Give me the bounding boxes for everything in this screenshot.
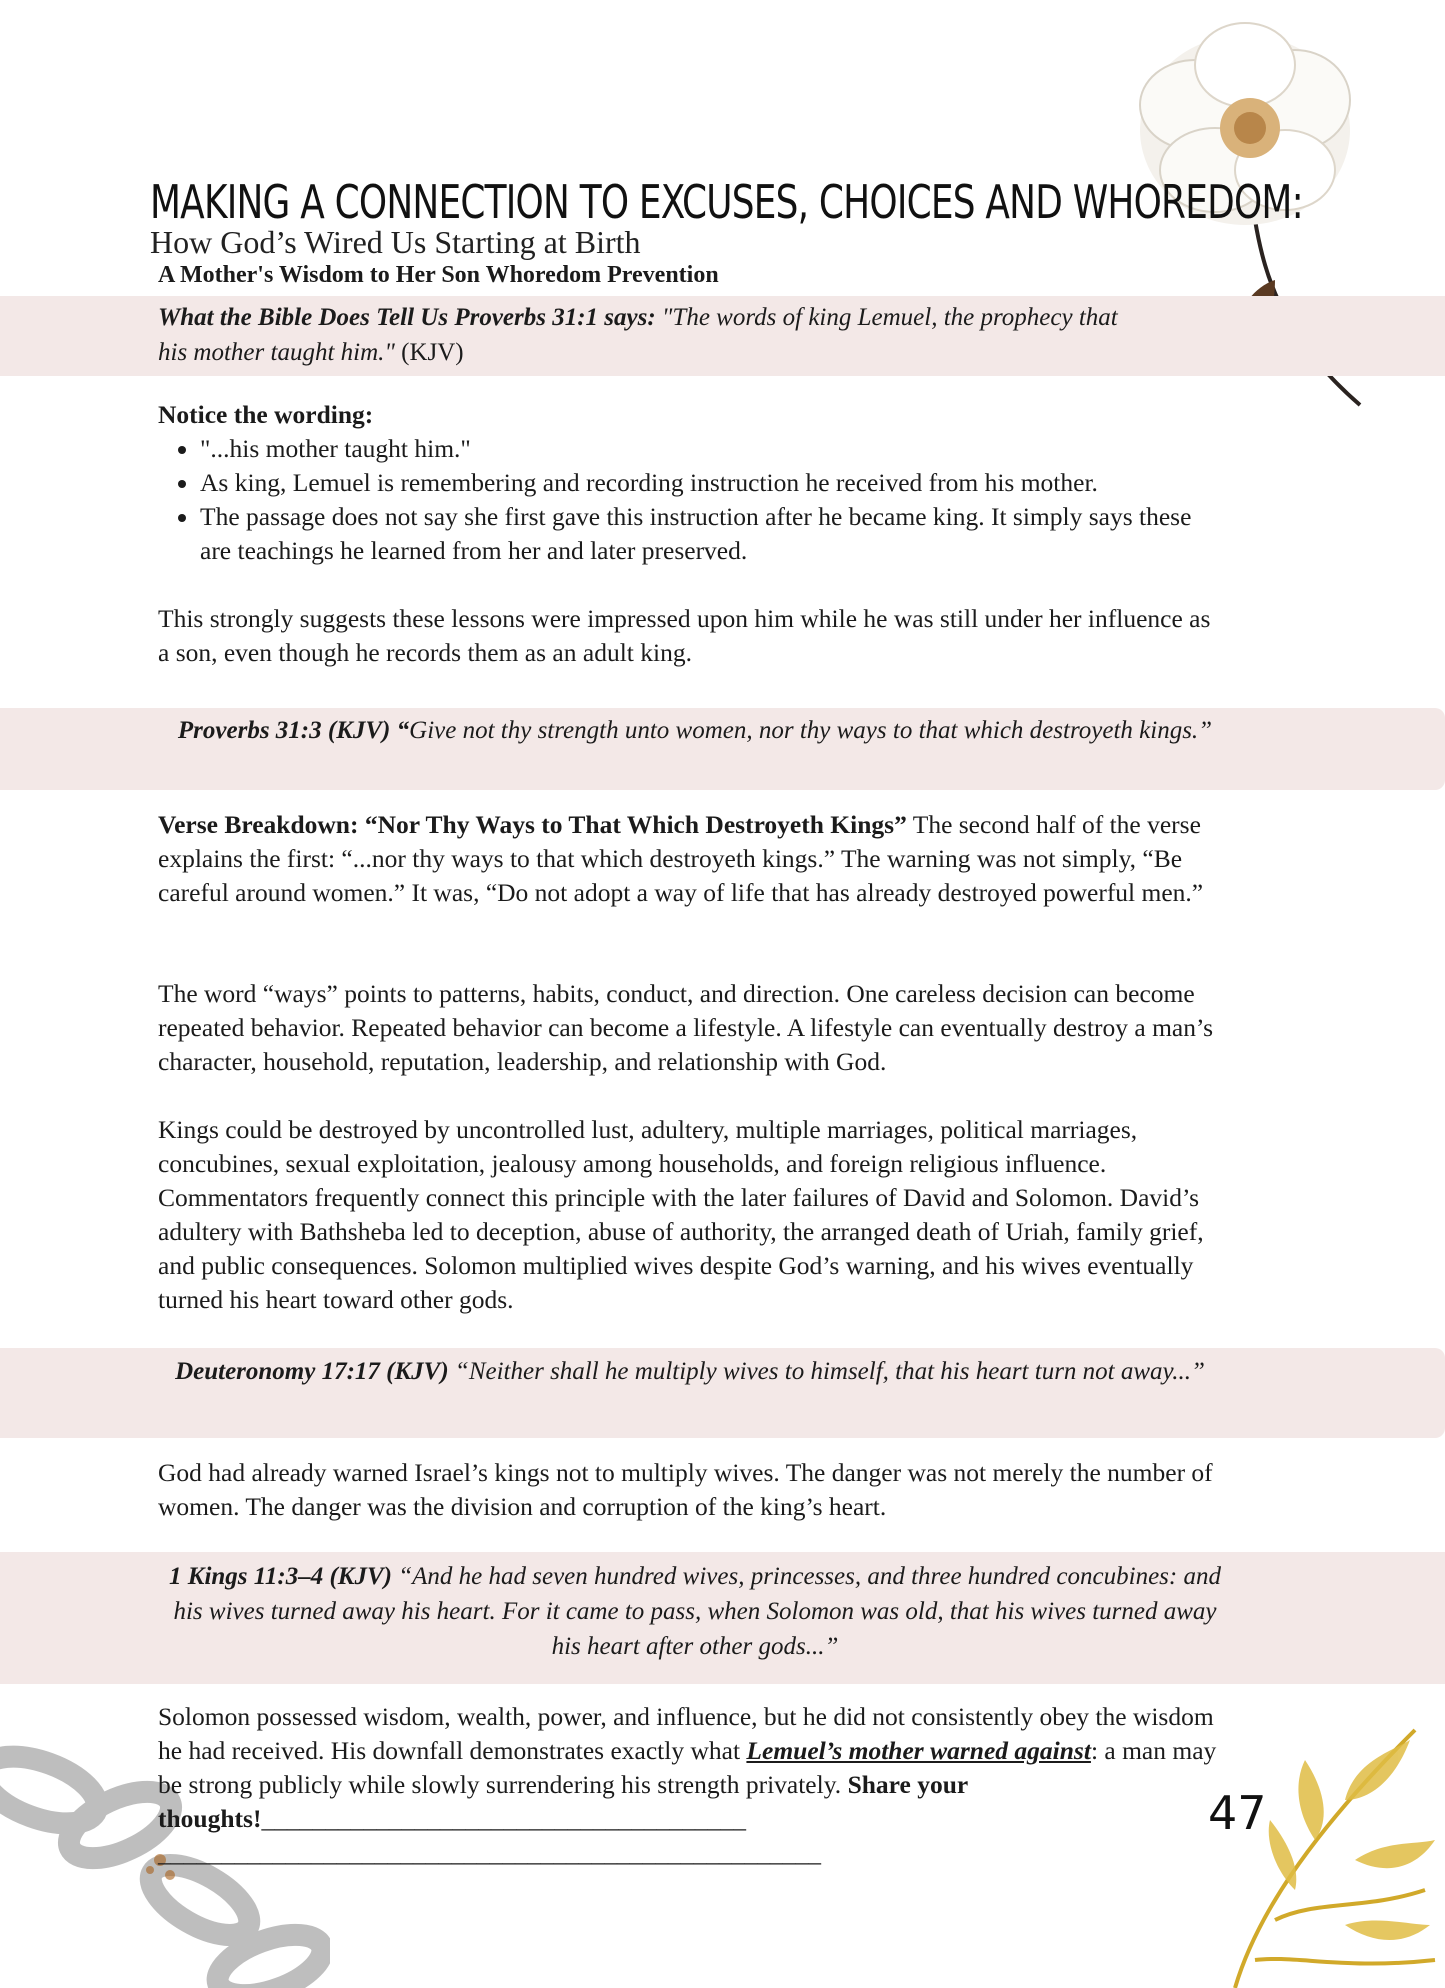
band1-quote2: his mother taught him.": [158, 339, 395, 366]
paragraph: God had already warned Israel’s kings not to multiply wives. The danger was not merely the number of women. The danger was the division and corruption of the king’s heart.: [158, 1458, 1213, 1521]
page-title: MAKING A CONNECTION TO EXCUSES, CHOICES AND WHOREDOM:: [150, 175, 1303, 229]
share-thoughts-label: Share your thoughts!: [158, 1770, 968, 1833]
list-item: • As king, Lemuel is remembering and recording instruction he received from his mother.: [200, 466, 1238, 500]
band1-quote: "The words of king Lemuel, the prophecy that: [655, 304, 1118, 331]
band4-quote: “And he had seven hundred wives, princesses, and three hundred concubines: and his wives turned away his heart. For it came to pass, when Solomon was old, that his wives turned away his heart after other gods...”: [173, 1563, 1221, 1660]
list-item: • "...his mother taught him.": [200, 432, 1238, 466]
band1-text: [158, 300, 1268, 370]
band1-tail: (KJV): [394, 339, 464, 366]
emphasis-text: Lemuel’s mother warned against: [746, 1736, 1091, 1765]
scripture-band-2: [0, 708, 1445, 790]
band4-ref: 1 Kings 11:3–4 (KJV): [169, 1563, 392, 1590]
answer-line[interactable]: ____________________________________________________: [158, 1838, 821, 1867]
section-heading: A Mother's Wisdom to Her Son Whoredom Prevention: [158, 262, 719, 288]
answer-line[interactable]: ______________________________________: [261, 1804, 746, 1833]
page-subtitle: How God’s Wired Us Starting at Birth: [150, 224, 641, 260]
paragraph: Kings could be destroyed by uncontrolled lust, adultery, multiple marriages, political marriages, concubines, sexual exploitation, jealousy among households, and foreign religious influence. Commentators frequently connect this principle with the later failures of David and Solomon. David’s adultery with Bathsheba led to deception, abuse of authority, the arranged death of Uriah, family grief, and public consequences. Solomon multiplied wives despite God’s warning, and his wives eventually turned his heart toward other gods.: [158, 1115, 1204, 1314]
notice-block: [158, 398, 1238, 568]
paragraph: The word “ways” points to patterns, habits, conduct, and direction. One careless decision can become repeated behavior. Repeated behavior can become a lifestyle. A lifestyle can eventually destroy a man’s character, household, reputation, leadership, and relationship with God.: [158, 979, 1214, 1076]
band3-ref: Deuteronomy 17:17 (KJV): [175, 1358, 449, 1385]
band3-quote: “Neither shall he multiply wives to himself, that his heart turn not away...”: [448, 1358, 1205, 1385]
notice-heading: Notice the wording:: [158, 400, 374, 429]
band2-quote: Give not thy strength unto women, nor thy ways to that which destroyeth kings.”: [409, 717, 1213, 744]
gold-leaves-illustration: [1195, 1720, 1445, 1988]
breakdown-heading: Verse Breakdown: “Nor Thy Ways to That Which Destroyeth Kings”: [158, 810, 907, 839]
scripture-band-4: [0, 1552, 1445, 1684]
breakdown-text: The second half of the verse explains the first: “...nor thy ways to that which destroyeth kings.” The warning was not simply, “Be careful around women.” It was, “Do not adopt a way of life that has already destroyed powerful men.”: [158, 810, 1204, 907]
verse-breakdown: [158, 808, 1238, 910]
band2-text: [150, 713, 1240, 748]
scripture-band-1: [0, 296, 1445, 376]
list-item: • The passage does not say she first gave this instruction after he became king. It simply says these are teachings he learned from her and later preserved.: [200, 500, 1210, 568]
para5-pre: Solomon possessed wisdom, wealth, power, and influence, but he did not consistently obey the wisdom he had received. His downfall demonstrates exactly what: [158, 1702, 1214, 1765]
notice-list: [158, 432, 1238, 568]
band3-text: [160, 1354, 1220, 1389]
band1-lead: What the Bible Does Tell Us Proverbs 31:1 says:: [158, 304, 656, 331]
para5-post: : a man may be strong publicly while slowly surrendering his strength privately.: [158, 1736, 1217, 1799]
band4-text: [160, 1559, 1230, 1664]
band2-ref: Proverbs 31:3 (KJV) “: [177, 717, 410, 744]
page-number: 47: [1208, 1786, 1267, 1840]
closing-paragraph: [158, 1700, 1228, 1870]
paragraph: This strongly suggests these lessons were impressed upon him while he was still under her influence as a son, even though he records them as an adult king.: [158, 604, 1211, 667]
scripture-band-3: [0, 1348, 1445, 1438]
